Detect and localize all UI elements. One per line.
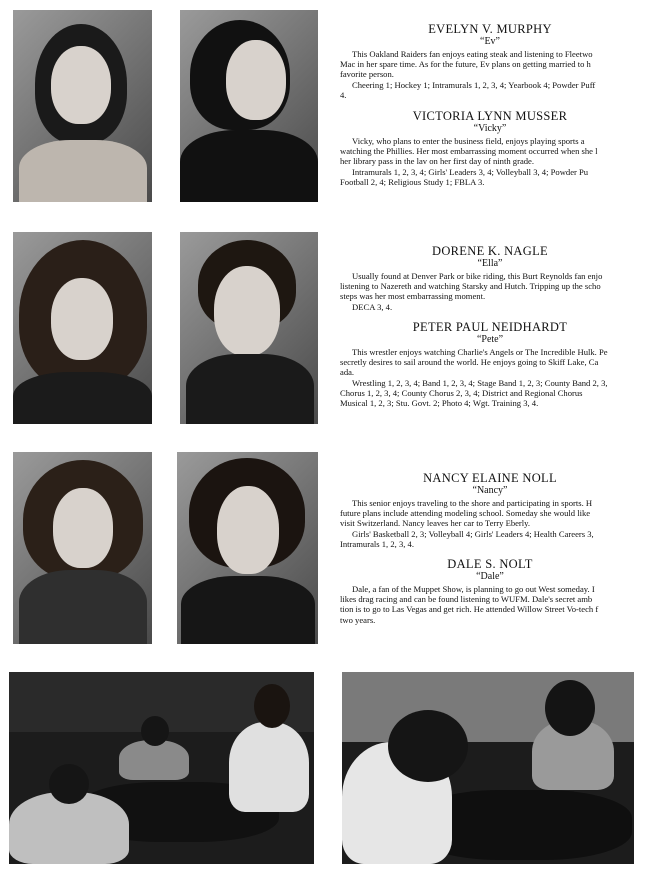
bio-line: tion is to go to Las Vegas and get rich. He attended Willow Street Vo-tech f [340, 604, 599, 615]
activities-line: DECA 3, 4. [352, 301, 393, 312]
bio-line: Vicky, who plans to enter the business field, enjoys playing sports a [352, 136, 585, 146]
student-name: PETER PAUL NEIDHARDT [412, 320, 568, 334]
entry-evelyn-murphy [340, 22, 640, 100]
activities-line: Intramurals 1, 2, 3, 4. [340, 538, 414, 549]
activities-line: Football 2, 4; Religious Study 1; FBLA 3. [340, 176, 485, 187]
bio-line: steps was her most embarrassing moment. [340, 291, 486, 302]
entry-dorene-nagle [340, 244, 640, 312]
activities-line: Girls' Basketball 2, 3; Volleyball 4; Girls' Leaders 4; Health Careers 3, [352, 528, 594, 539]
student-name: VICTORIA LYNN MUSSER [412, 109, 568, 123]
student-name: EVELYN V. MURPHY [428, 22, 552, 36]
bio-line: Mac in her spare time. As for the future, Ev plans on getting married to h [340, 59, 591, 70]
entry-peter-neidhardt [340, 320, 640, 408]
student-nickname: “Pete” [476, 334, 504, 345]
portrait-dorene-nagle [13, 232, 152, 424]
student-nickname: “Ev” [480, 36, 500, 47]
activities-line: Intramurals 1, 2, 3, 4; Girls' Leaders 3, 4; Volleyball 3, 4; Powder Pu [352, 166, 589, 177]
bio-line: This senior enjoys traveling to the shore and participating in sports. H [352, 498, 593, 508]
student-name: DALE S. NOLT [447, 557, 533, 571]
activities-line: Musical 1, 2, 3; Stu. Govt. 2; Photo 4; Wgt. Training 3, 4. [340, 398, 539, 409]
student-nickname: “Ella” [477, 258, 503, 269]
student-nickname: “Nancy” [472, 485, 508, 496]
bio-line: two years. [340, 614, 376, 625]
bio-line: ada. [340, 367, 355, 378]
bio-line: future plans include attending modeling school. Someday she would like [340, 508, 591, 519]
bio-line: This wrestler enjoys watching Charlie's Angels or The Incredible Hulk. Pe [352, 347, 608, 357]
bio-line: her library pass in the lav on her first day of ninth grade. [340, 156, 535, 167]
candid-photo-library [342, 672, 634, 864]
bio-line: watching the Phillies. Her most embarrassing moment occurred when she l [340, 146, 598, 157]
bio-line: likes drag racing and can be found listening to WUFM. Dale's secret amb [340, 594, 593, 605]
portrait-nancy-noll [13, 452, 152, 644]
student-nickname: “Vicky” [473, 123, 507, 134]
activities-line: Chorus 1, 2, 3, 4; County Chorus 2, 3, 4; District and Regional Chorus [340, 387, 583, 398]
bio-line: favorite person. [340, 69, 394, 80]
entry-victoria-musser [340, 109, 640, 187]
bio-line: listening to Nazereth and watching Starsky and Hutch. Tripping up the scho [340, 281, 601, 292]
bio-line: This Oakland Raiders fan enjoys eating steak and listening to Fleetwo [352, 49, 593, 59]
portrait-dale-nolt [177, 452, 318, 644]
student-name: DORENE K. NAGLE [432, 244, 548, 258]
activities-line: Cheering 1; Hockey 1; Intramurals 1, 2, 3, 4; Yearbook 4; Powder Puff [352, 79, 596, 90]
bio-line: Dale, a fan of the Muppet Show, is planning to go out West someday. I [352, 584, 595, 594]
activities-line: Wrestling 1, 2, 3, 4; Band 1, 2, 3, 4; Stage Band 1, 2, 3; County Band 2, 3, [352, 377, 608, 388]
bio-line: visit Switzerland. Nancy leaves her car to Terry Eberly. [340, 518, 531, 529]
activities-line: 4. [340, 89, 347, 100]
portrait-evelyn-murphy [13, 10, 152, 202]
portrait-peter-neidhardt [180, 232, 318, 424]
student-nickname: “Dale” [476, 571, 504, 582]
bio-line: secretly desires to sail around the world. He enjoys going to Skiff Lake, Ca [340, 357, 599, 368]
entry-dale-nolt [340, 557, 640, 625]
portrait-victoria-musser [180, 10, 318, 202]
student-name: NANCY ELAINE NOLL [423, 471, 557, 485]
bio-line: Usually found at Denver Park or bike riding, this Burt Reynolds fan enjo [352, 271, 603, 281]
entry-nancy-noll [340, 471, 640, 549]
candid-photo-cafeteria [9, 672, 314, 864]
